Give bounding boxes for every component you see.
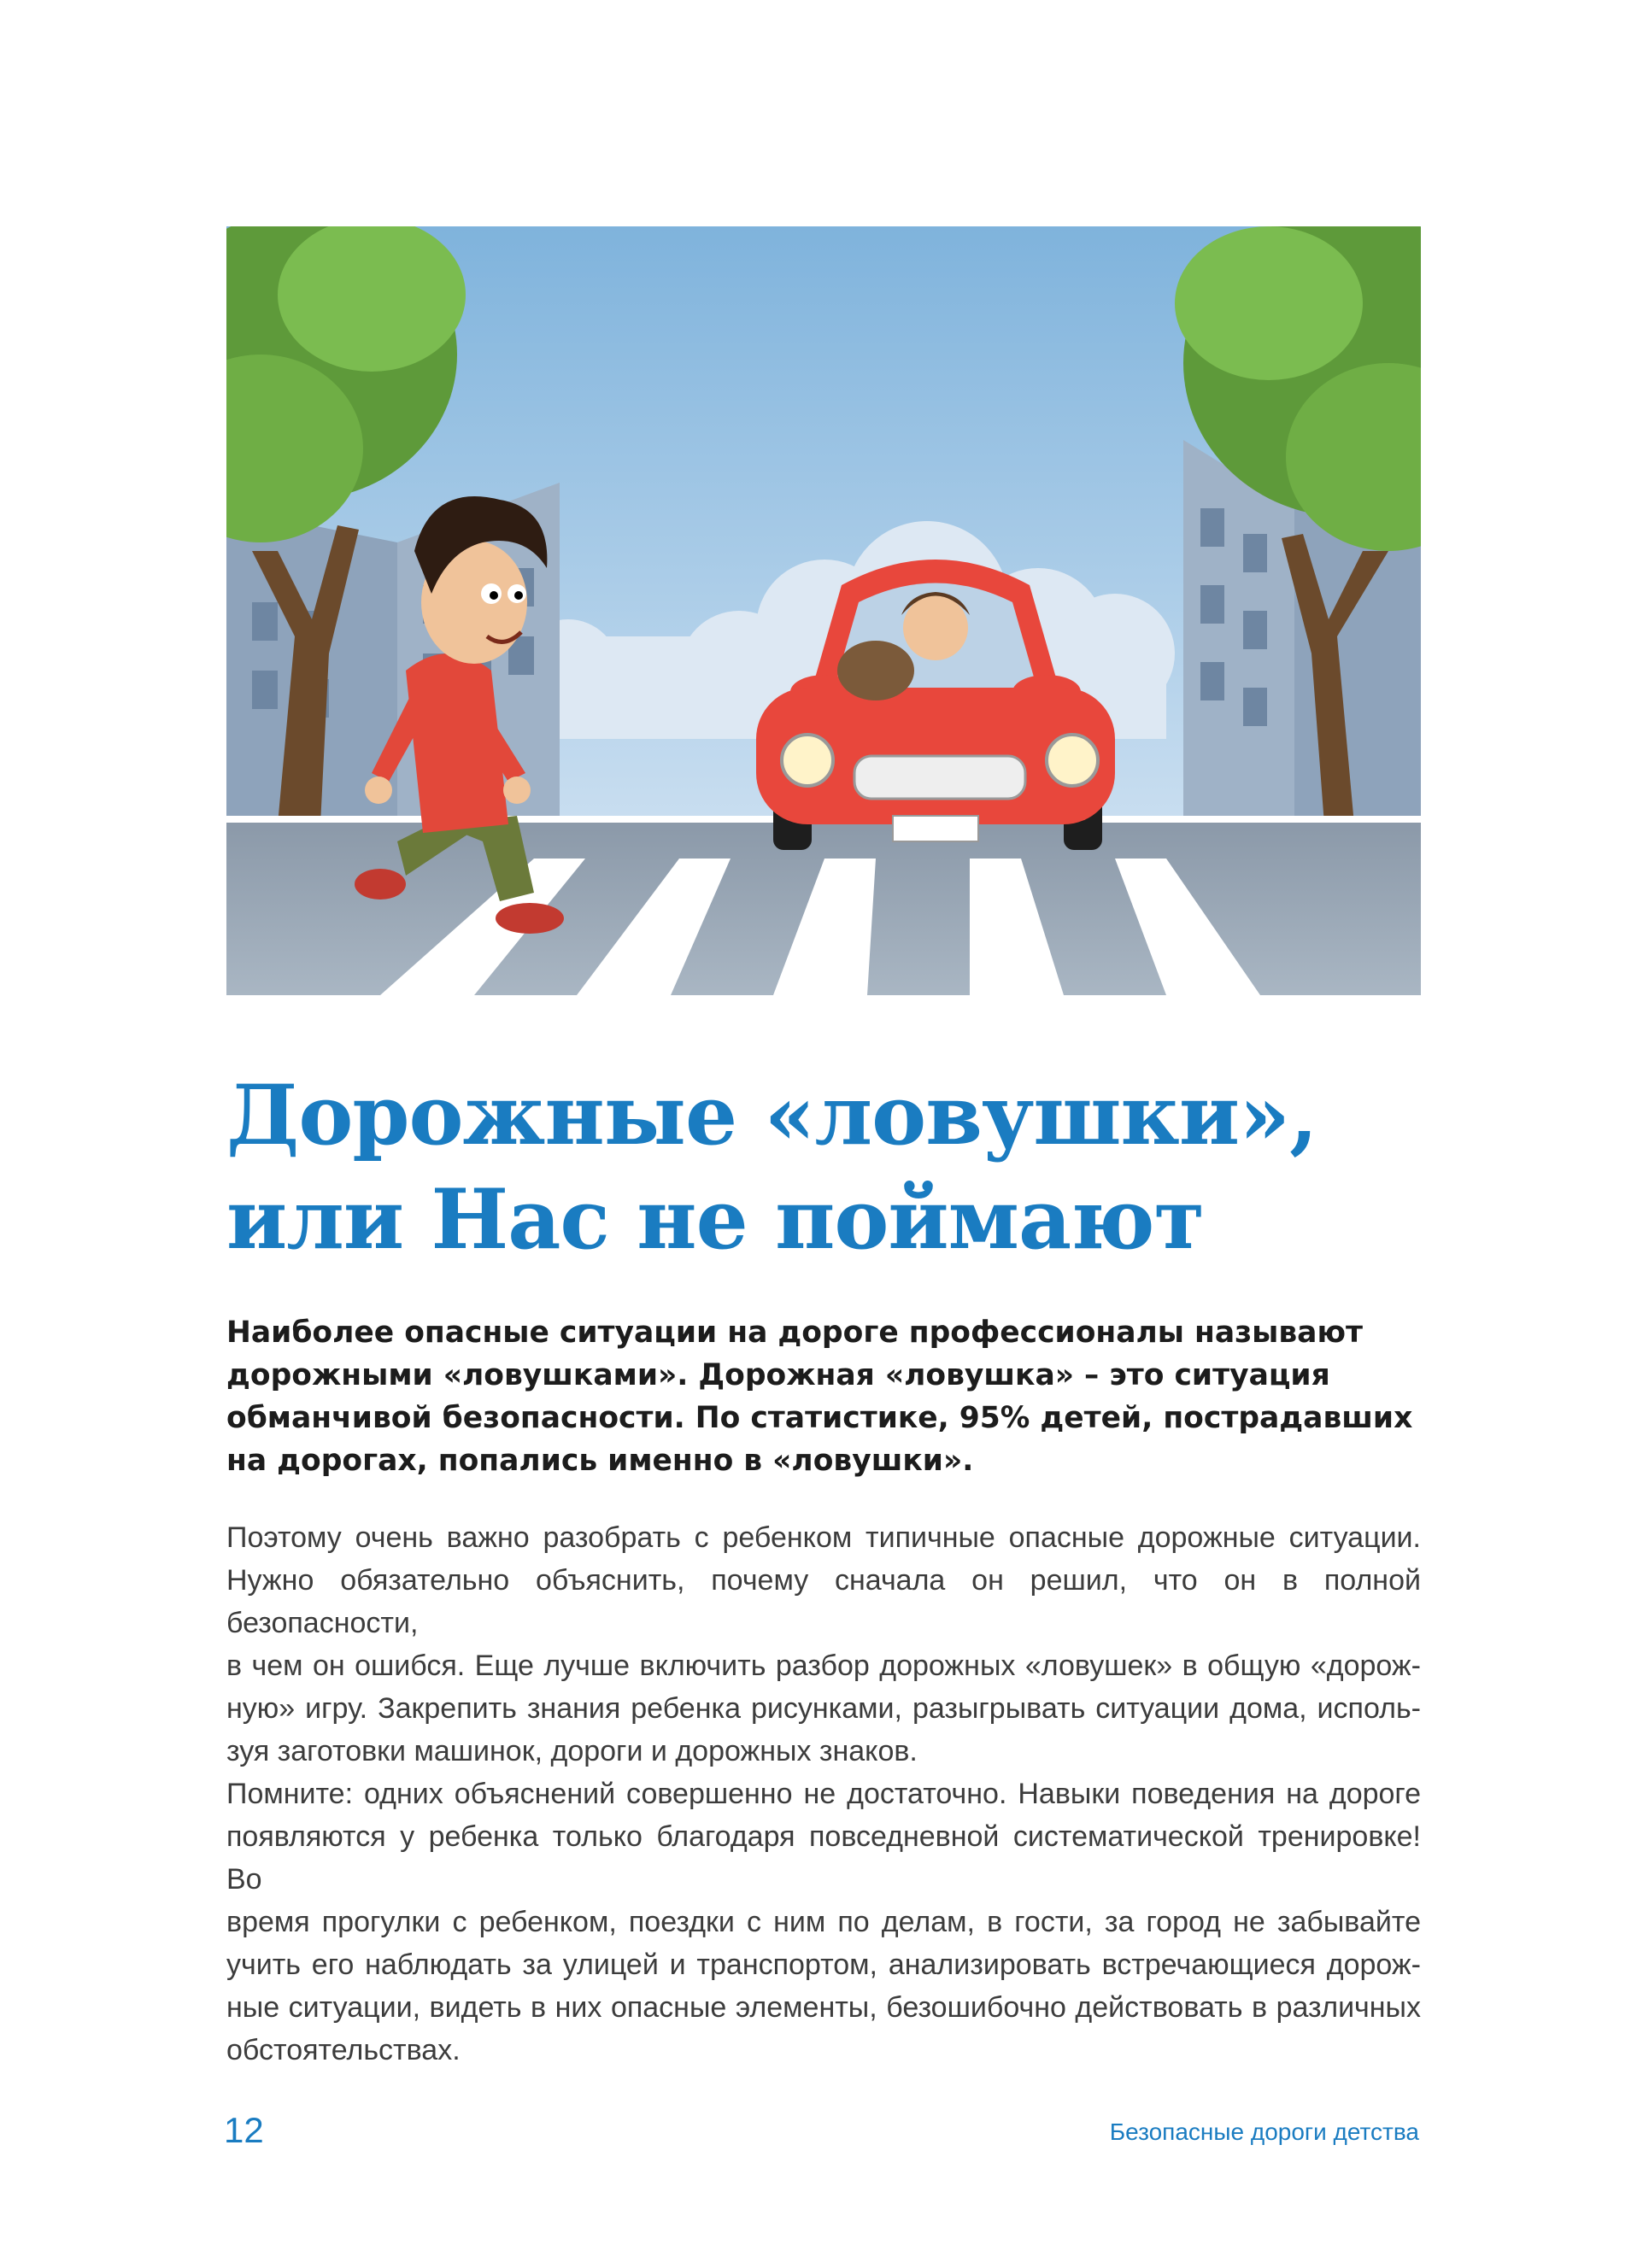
lead-line: обманчивой безопасности. По статистике, 95% детей, пострадавших: [226, 1401, 1413, 1435]
title-line: или Нас не поймают: [226, 1171, 1205, 1268]
body-line: ную» игру. Закрепить знания ребенка рисунками, разыгрывать ситуации дома, исполь-: [226, 1692, 1421, 1725]
body-paragraph: [226, 1516, 1421, 1773]
illustration-svg: [226, 226, 1421, 995]
lead-line: дорожными «ловушками». Дорожная «ловушка» – это ситуация: [226, 1358, 1330, 1392]
body-line: появляются у ребенка только благодаря повседневной систематической тренировке! Во: [226, 1820, 1421, 1896]
body-line: Помните: одних объяснений совершенно не достаточно. Навыки поведения на дороге: [226, 1778, 1421, 1810]
running-footer: Безопасные дороги детства: [1109, 2119, 1419, 2145]
body-line: Поэтому очень важно разобрать с ребенком типичные опасные дорожные ситуации.: [226, 1521, 1421, 1554]
page-title: [226, 1064, 1508, 1272]
body-line: учить его наблюдать за улицей и транспортом, анализировать встречающиеся дорож-: [226, 1949, 1421, 1981]
body-paragraph: [226, 1773, 1421, 2072]
body-line: Нужно обязательно объяснить, почему сначала он решил, что он в полной безопасности,: [226, 1564, 1421, 1639]
body-text: [226, 1516, 1421, 2072]
page-number: 12: [224, 2110, 264, 2150]
body-line: время прогулки с ребенком, поездки с ним по делам, в гости, за город не забывайте: [226, 1906, 1421, 1938]
lead-line: на дорогах, попались именно в «ловушки».: [226, 1444, 974, 1478]
lead-line: Наиболее опасные ситуации на дороге профессионалы называют: [226, 1316, 1364, 1350]
lead-paragraph: [226, 1311, 1440, 1482]
body-line: обстоятельствах.: [226, 2034, 461, 2066]
body-line: в чем он ошибся. Еще лучше включить разбор дорожных «ловушек» в общую «дорож-: [226, 1650, 1421, 1682]
body-line: зуя заготовки машинок, дороги и дорожных знаков.: [226, 1735, 918, 1767]
title-line: Дорожные «ловушки»,: [226, 1067, 1317, 1163]
body-line: ные ситуации, видеть в них опасные элементы, безошибочно действовать в различных: [226, 1991, 1421, 2024]
crosswalk-illustration: [226, 226, 1421, 995]
